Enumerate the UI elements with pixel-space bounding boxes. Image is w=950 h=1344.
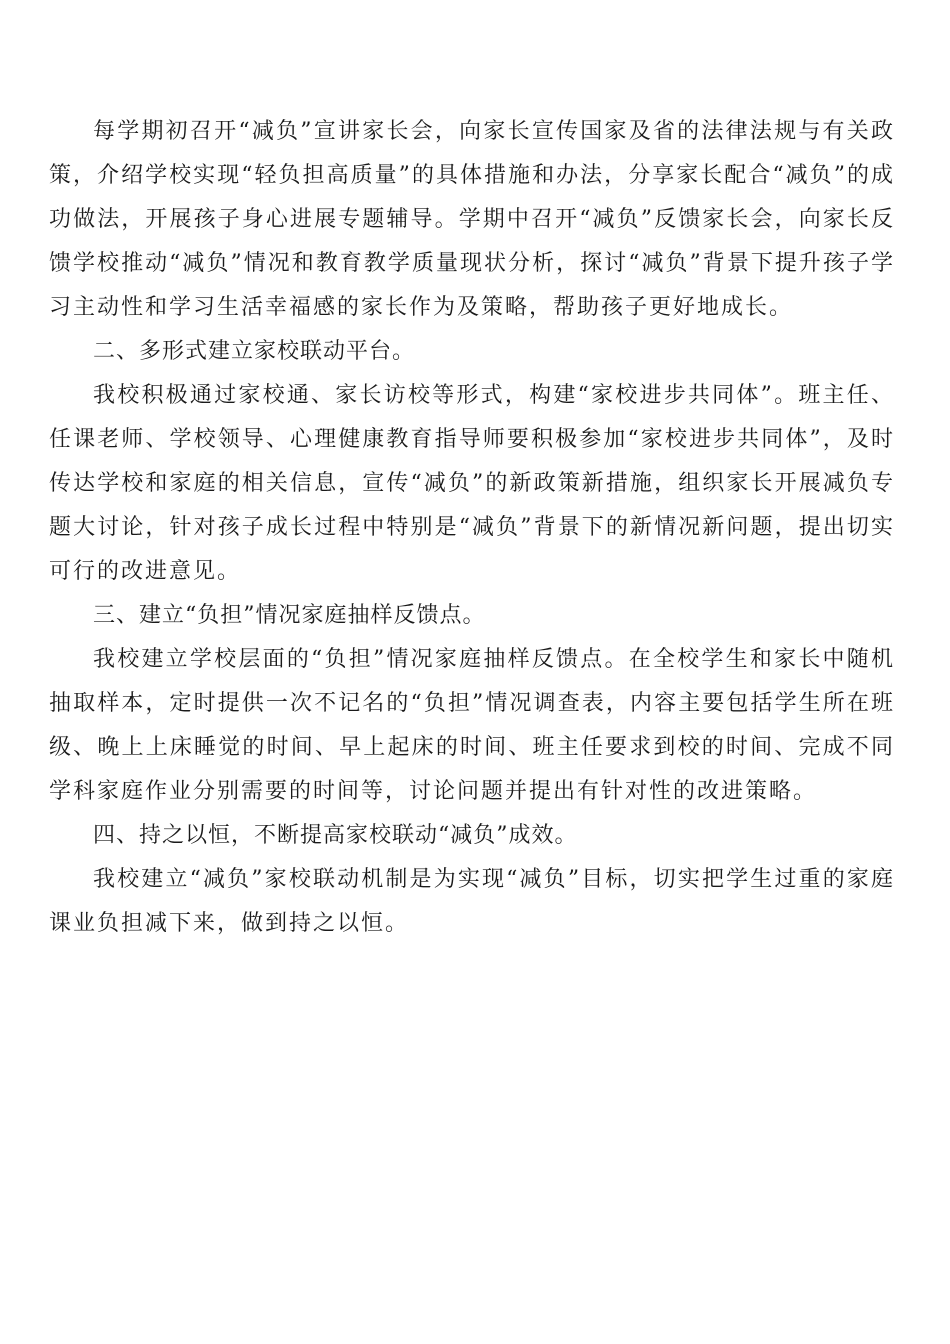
section-heading-3: 三、建立“负担”情况家庭抽样反馈点。 <box>93 603 486 628</box>
paragraph-persistence: 我校建立“减负”家校联动机制是为实现“减负”目标，切实把学生过重的家庭课业负担减下来，做到持之以恒。 <box>49 867 895 936</box>
paragraph-home-school-platform: 我校积极通过家校通、家长访校等形式，构建“家校进步共同体”。班主任、任课老师、学校领导、心理健康教育指导师要积极参加“家校进步共同体”，及时传达学校和家庭的相关信息，宣传“减负”的新政策新措施，组织家长开展减负专题大讨论，针对孩子成长过程中特别是“减负”背景下的新情况新问题，提出切实可行的改进意见。 <box>49 383 895 584</box>
section-heading-4: 四、持之以恒，不断提高家校联动“减负”成效。 <box>93 823 578 848</box>
paragraph-burden-feedback: 我校建立学校层面的“负担”情况家庭抽样反馈点。在全校学生和家长中随机抽取样本，定时提供一次不记名的“负担”情况调查表，内容主要包括学生所在班级、晚上上床睡觉的时间、早上起床的时间、班主任要求到校的时间、完成不同学科家庭作业分别需要的时间等，讨论问题并提出有针对性的改进策略。 <box>49 647 895 804</box>
paragraph-parent-meetings: 每学期初召开“减负”宣讲家长会，向家长宣传国家及省的法律法规与有关政策，介绍学校实现“轻负担高质量”的具体措施和办法，分享家长配合“减负”的成功做法，开展孩子身心进展专题辅导。学期中召开“减负”反馈家长会，向家长反馈学校推动“减负”情况和教育教学质量现状分析，探讨“减负”背景下提升孩子学习主动性和学习生活幸福感的家长作为及策略，帮助孩子更好地成长。 <box>49 119 895 320</box>
section-heading-2: 二、多形式建立家校联动平台。 <box>93 339 416 364</box>
document-body <box>49 110 895 946</box>
